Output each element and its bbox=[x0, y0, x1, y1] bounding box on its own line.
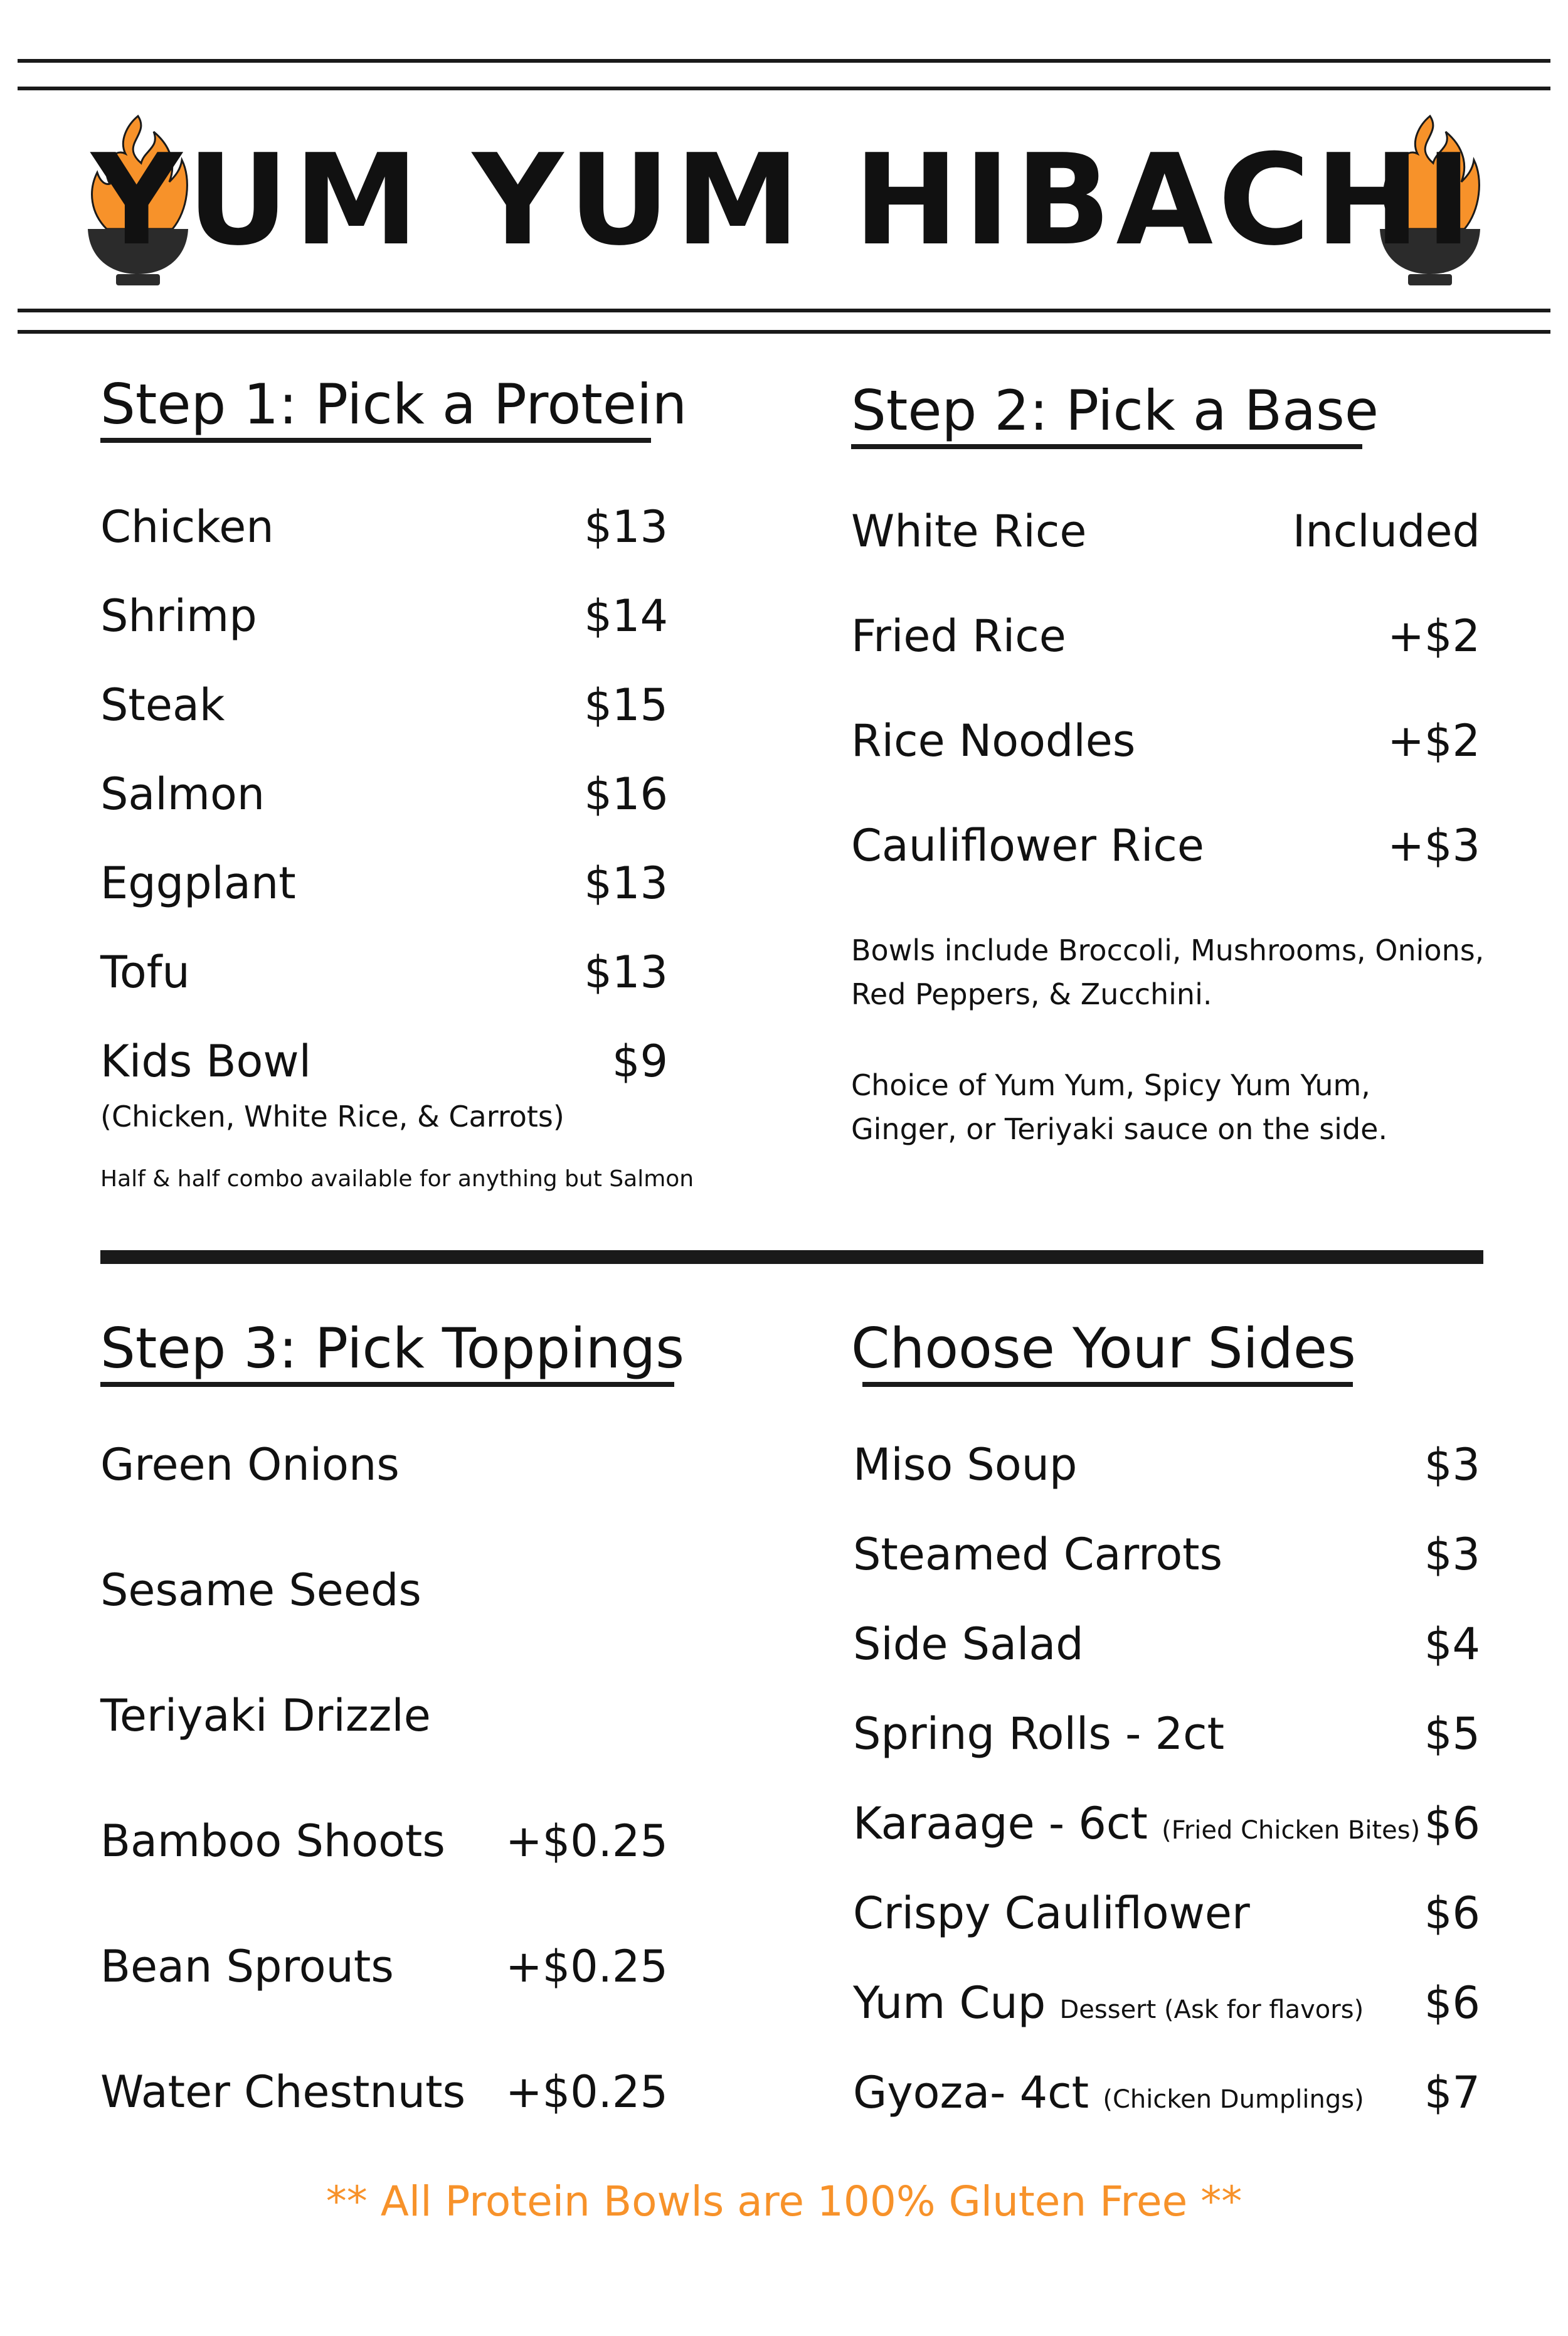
bowls-include-note-2: Red Peppers, & Zucchini. bbox=[851, 977, 1212, 1011]
side-name: Yum Cup Dessert (Ask for flavors) bbox=[853, 1977, 1364, 2029]
step2-underline bbox=[851, 444, 1362, 449]
header-bottom-rule bbox=[18, 309, 1550, 312]
protein-row bbox=[100, 674, 668, 736]
base-row bbox=[851, 605, 1480, 667]
base-row bbox=[851, 709, 1480, 772]
step1-underline bbox=[100, 438, 651, 443]
topping-row bbox=[100, 1559, 668, 1622]
step3-heading: Step 3: Pick Toppings bbox=[100, 1316, 685, 1381]
side-price: $6 bbox=[1424, 1977, 1480, 2029]
gluten-free-footer: ** All Protein Bowls are 100% Gluten Free ** bbox=[326, 2177, 1242, 2226]
protein-name: Steak bbox=[100, 679, 225, 731]
topping-name: Teriyaki Drizzle bbox=[100, 1690, 431, 1741]
protein-price: $16 bbox=[584, 768, 668, 820]
protein-price: $15 bbox=[584, 679, 668, 731]
topping-row bbox=[100, 1433, 668, 1496]
side-name: Karaage - 6ct (Fried Chicken Bites) bbox=[853, 1798, 1421, 1849]
protein-price: $9 bbox=[612, 1036, 668, 1087]
section-divider bbox=[100, 1250, 1483, 1264]
header-top-rule bbox=[18, 59, 1550, 63]
side-row bbox=[853, 1613, 1480, 1675]
protein-price: $13 bbox=[584, 947, 668, 998]
protein-row bbox=[100, 496, 668, 558]
sides-heading: Choose Your Sides bbox=[851, 1316, 1356, 1381]
protein-row bbox=[100, 1030, 668, 1093]
topping-price: +$0.25 bbox=[505, 2066, 668, 2118]
side-name: Crispy Cauliflower bbox=[853, 1887, 1250, 1939]
side-price: $3 bbox=[1424, 1439, 1480, 1490]
header-top-rule-2 bbox=[18, 87, 1550, 90]
topping-name: Green Onions bbox=[100, 1439, 400, 1490]
protein-name: Kids Bowl bbox=[100, 1036, 312, 1087]
sides-underline bbox=[862, 1382, 1353, 1387]
protein-name: Tofu bbox=[100, 947, 190, 998]
sauce-note-2: Ginger, or Teriyaki sauce on the side. bbox=[851, 1112, 1388, 1146]
base-name: Fried Rice bbox=[851, 610, 1066, 662]
side-price: $3 bbox=[1424, 1529, 1480, 1580]
protein-name: Shrimp bbox=[100, 590, 257, 642]
protein-price: $13 bbox=[584, 857, 668, 909]
kids-bowl-note: (Chicken, White Rice, & Carrots) bbox=[100, 1100, 564, 1133]
combo-note: Half & half combo available for anything but Salmon bbox=[100, 1166, 694, 1192]
side-name: Side Salad bbox=[853, 1618, 1084, 1670]
topping-price: +$0.25 bbox=[505, 1941, 668, 1992]
side-row bbox=[853, 2061, 1480, 2124]
side-price: $6 bbox=[1424, 1798, 1480, 1849]
step2-heading: Step 2: Pick a Base bbox=[851, 378, 1379, 443]
side-row bbox=[853, 1972, 1480, 2034]
side-name: Miso Soup bbox=[853, 1439, 1078, 1490]
base-price: +$2 bbox=[1387, 610, 1480, 662]
protein-row bbox=[100, 852, 668, 915]
base-price: +$2 bbox=[1387, 715, 1480, 767]
side-price: $5 bbox=[1424, 1708, 1480, 1760]
topping-row bbox=[100, 2061, 668, 2123]
topping-name: Water Chestnuts bbox=[100, 2066, 466, 2118]
bowls-include-note: Bowls include Broccoli, Mushrooms, Onions, bbox=[851, 933, 1485, 967]
protein-name: Eggplant bbox=[100, 857, 296, 909]
protein-price: $13 bbox=[584, 501, 668, 553]
base-name: Rice Noodles bbox=[851, 715, 1136, 767]
base-name: Cauliflower Rice bbox=[851, 820, 1204, 871]
protein-row bbox=[100, 585, 668, 647]
protein-row bbox=[100, 941, 668, 1004]
base-row bbox=[851, 500, 1480, 563]
side-note: Dessert (Ask for flavors) bbox=[1059, 1995, 1364, 2024]
side-price: $7 bbox=[1424, 2067, 1480, 2118]
side-price: $6 bbox=[1424, 1887, 1480, 1939]
side-row bbox=[853, 1523, 1480, 1586]
topping-name: Bamboo Shoots bbox=[100, 1815, 445, 1867]
topping-name: Sesame Seeds bbox=[100, 1564, 421, 1616]
protein-price: $14 bbox=[584, 590, 668, 642]
topping-name: Bean Sprouts bbox=[100, 1941, 394, 1992]
topping-row bbox=[100, 1810, 668, 1872]
topping-price: +$0.25 bbox=[505, 1815, 668, 1867]
header-bottom-rule-2 bbox=[18, 330, 1550, 334]
step1-heading: Step 1: Pick a Protein bbox=[100, 372, 687, 437]
side-name: Gyoza- 4ct (Chicken Dumplings) bbox=[853, 2067, 1364, 2118]
topping-row bbox=[100, 1684, 668, 1747]
side-name: Spring Rolls - 2ct bbox=[853, 1708, 1225, 1760]
topping-row bbox=[100, 1935, 668, 1998]
side-row bbox=[853, 1702, 1480, 1765]
side-note: (Chicken Dumplings) bbox=[1103, 2085, 1364, 2114]
restaurant-title: YUM YUM HIBACHI bbox=[91, 127, 1477, 273]
side-name: Steamed Carrots bbox=[853, 1529, 1223, 1580]
protein-name: Salmon bbox=[100, 768, 265, 820]
side-price: $4 bbox=[1424, 1618, 1480, 1670]
side-row bbox=[853, 1882, 1480, 1945]
base-price: Included bbox=[1292, 506, 1480, 557]
protein-name: Chicken bbox=[100, 501, 274, 553]
sauce-note: Choice of Yum Yum, Spicy Yum Yum, bbox=[851, 1068, 1370, 1102]
step3-underline bbox=[100, 1382, 674, 1387]
base-price: +$3 bbox=[1387, 820, 1480, 871]
base-name: White Rice bbox=[851, 506, 1087, 557]
side-row bbox=[853, 1433, 1480, 1496]
base-row bbox=[851, 814, 1480, 877]
side-row bbox=[853, 1792, 1480, 1855]
side-note: (Fried Chicken Bites) bbox=[1162, 1816, 1421, 1845]
protein-row bbox=[100, 763, 668, 826]
